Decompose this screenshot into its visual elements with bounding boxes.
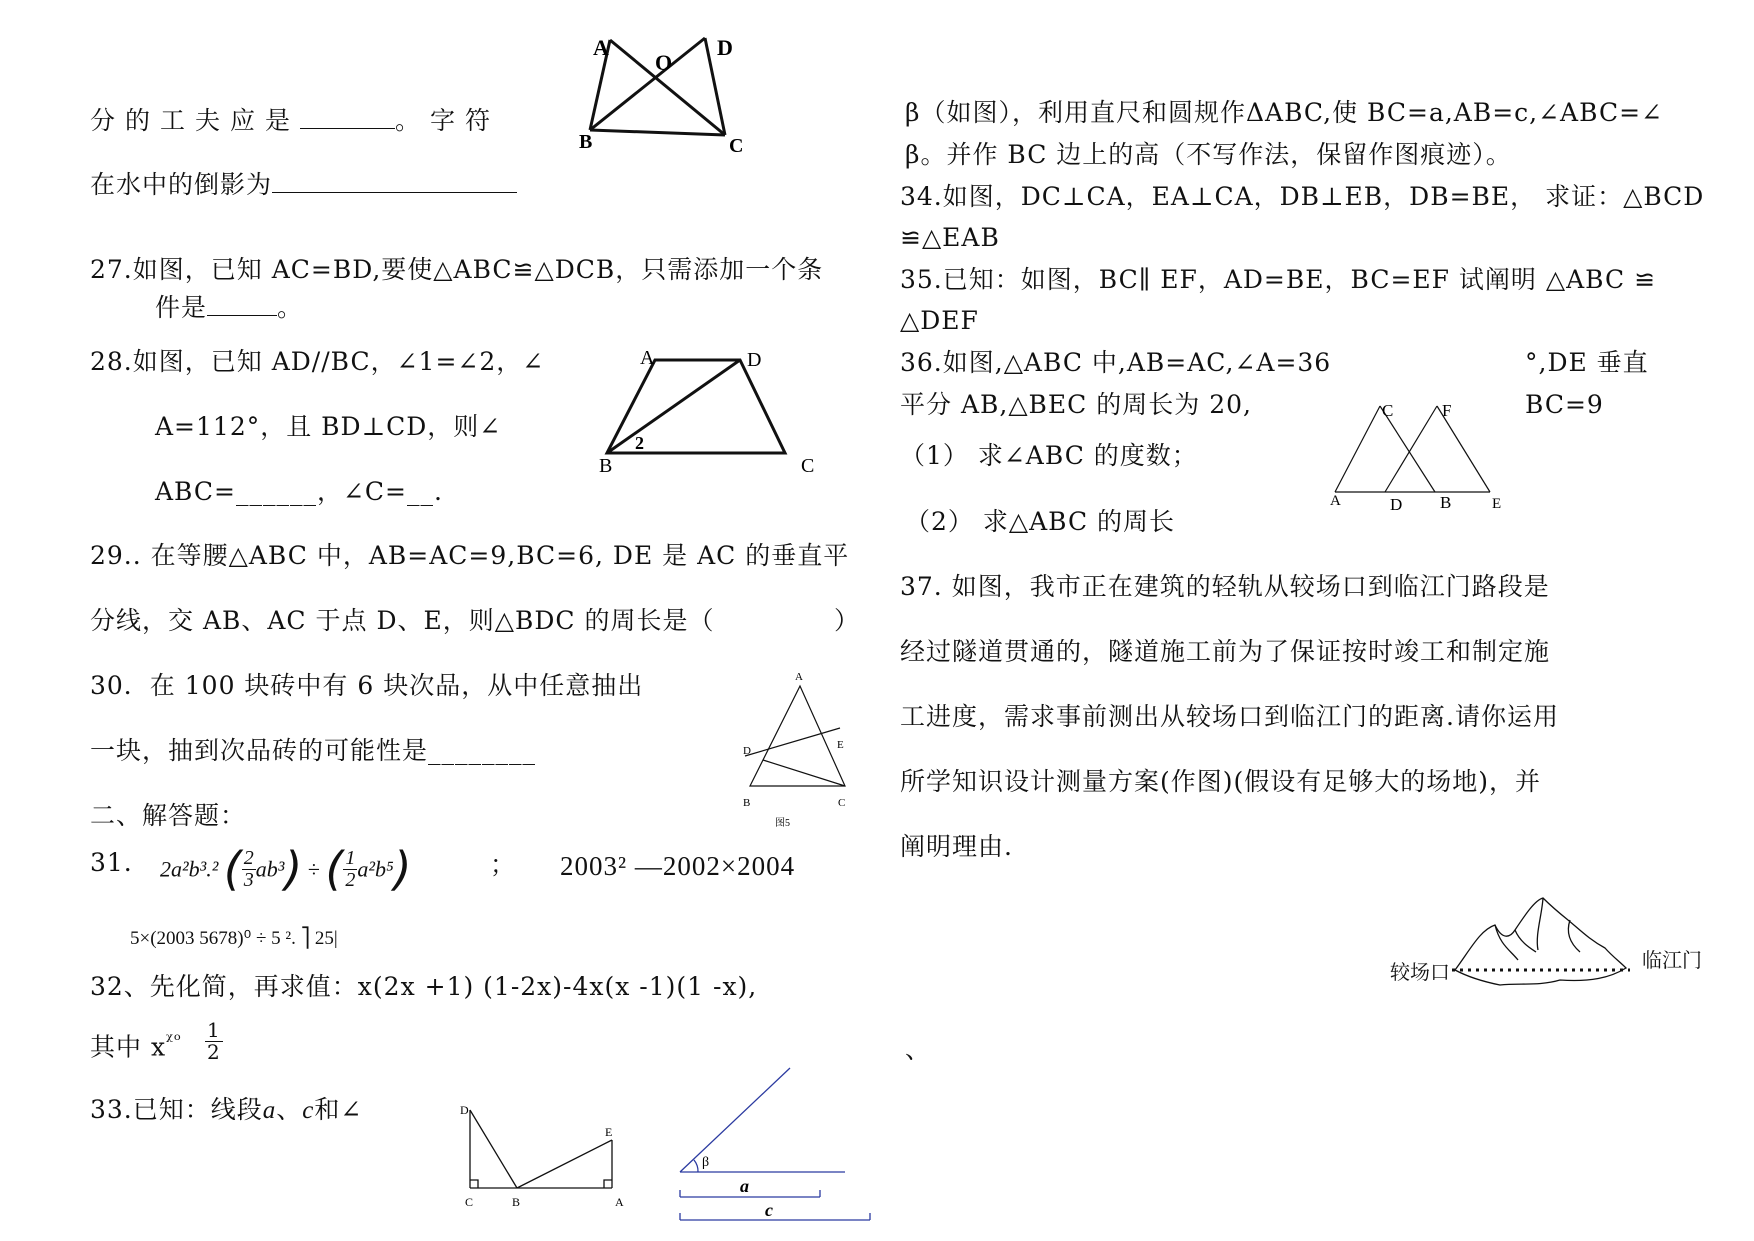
q31-frac1-num: 2: [243, 847, 254, 870]
q31-frac2-den: 2: [345, 869, 356, 892]
q27-text2: 件是: [155, 293, 208, 322]
q34-line1: 34.如图，DC⊥CA，EA⊥CA，DB⊥EB，DB=BE， 求证：△BCD: [900, 182, 1705, 211]
q31-paren2-close: ): [393, 842, 412, 896]
q29-line1: 29.. 在等腰△ABC 中，AB=AC=9,BC=6, DE 是 AC 的垂直平: [90, 541, 850, 570]
q31-frac1-var: ab³: [255, 856, 285, 882]
fig28-label-B: B: [599, 455, 613, 477]
fig29-label-B: B: [743, 797, 751, 809]
stray-mark: 、: [905, 1035, 932, 1064]
q26-blank1: [300, 106, 395, 129]
q36-sub1: （1） 求∠ABC 的度数；: [900, 441, 1198, 470]
q26-text: 分的工夫应是: [90, 106, 301, 135]
q33-line2: β（如图），利用直尺和圆规作ΔABC,使 BC=a,AB=c,∠ABC=∠: [905, 98, 1663, 127]
fig29-label-E: E: [837, 739, 844, 751]
q31-expr2: 2003² —2002×2004: [560, 851, 796, 881]
q31-term1: 2a²b³.²: [160, 856, 219, 882]
q32-frac: [205, 1020, 223, 1063]
q31-expr1: [160, 842, 412, 897]
fig36-label-C: C: [1382, 401, 1394, 420]
fig26-label-O: O: [655, 50, 673, 75]
fig29-label-C: C: [838, 797, 846, 809]
fig36-label-A: A: [1330, 493, 1341, 509]
q33-line1: [90, 1095, 362, 1126]
q33-text: 33.已知：线段: [90, 1095, 263, 1124]
fig28-angle-2: 2: [635, 433, 644, 453]
q26-text-end: 。字符: [395, 106, 501, 135]
q31-paren-open: (: [223, 842, 242, 896]
section-2-title: 二、解答题：: [90, 801, 247, 830]
fig33-label-a: a: [740, 1176, 749, 1196]
q33-c: c: [302, 1097, 315, 1124]
fig28-label-D: D: [747, 349, 762, 371]
figure-q33: [670, 1060, 885, 1230]
q31-frac1-den: 3: [243, 869, 254, 892]
q35-line1: 35.已知：如图，BC∥ EF，AD=BE，BC=EF 试阐明 △ABC ≌: [900, 265, 1657, 294]
fig33-label-c: c: [765, 1200, 773, 1220]
q33-a: a: [262, 1097, 277, 1124]
fig34-label-B: B: [512, 1195, 521, 1209]
fig29-label-D: D: [743, 745, 751, 757]
q33-end: 和∠: [314, 1095, 363, 1124]
q31-paren-close: ): [284, 842, 303, 896]
q37-line5: 阐明理由.: [900, 832, 1013, 861]
q36-sub2: （2） 求△ABC 的周长: [905, 507, 1176, 536]
q31-frac1: [242, 848, 256, 891]
q35-line2: △DEF: [900, 306, 979, 335]
place-linjiangmen: 临江门: [1642, 948, 1702, 972]
q32-line1: 32、先化简，再求值：x(2x +1) (1-2x)-4x(x -1)(1 -x),: [90, 972, 758, 1001]
q31-label: 31.: [90, 848, 133, 877]
fig28-label-A: A: [640, 347, 655, 369]
q26-line1: [90, 106, 500, 136]
fig26-label-B: B: [579, 131, 593, 153]
figure-q29: [735, 668, 855, 833]
q26-text2: 在水中的倒影为: [90, 170, 273, 199]
q32-line2: [90, 1030, 182, 1062]
figure-q37-mountain: [1440, 890, 1640, 995]
q32-text2: 其中 x: [90, 1032, 167, 1062]
q37-line2: 经过隧道贯通的，隧道施工前为了保证按时竣工和制定施: [900, 637, 1551, 666]
q32-frac-num: 1: [207, 1018, 221, 1042]
q32-xmark: ᵡᵒ: [166, 1030, 182, 1051]
fig34-label-C: C: [465, 1195, 474, 1209]
q28-line3: ABC=______，∠C=__.: [155, 477, 443, 506]
q27-line2: [155, 293, 303, 323]
fig34-label-A: A: [615, 1195, 624, 1209]
q26-blank2: [272, 170, 517, 193]
q30-line2: 一块，抽到次品砖的可能性是________: [90, 736, 537, 765]
fig28-label-C: C: [801, 455, 815, 477]
fig36-label-F: F: [1442, 401, 1452, 420]
fig29-label-A: A: [795, 671, 803, 683]
fig29-caption: 图5: [775, 818, 790, 829]
q36-line2-end: BC=9: [1525, 390, 1604, 419]
fig26-label-C: C: [729, 135, 744, 155]
q31-separator: ；: [490, 850, 517, 879]
q27-line1: 27.如图，已知 AC=BD,要使△ABC≌△DCB，只需添加一个条: [90, 255, 824, 284]
q31-frac2-var: a²b⁵: [357, 856, 394, 882]
q28-line1: 28.如图，已知 AD//BC，∠1=∠2，∠: [90, 347, 545, 376]
q29-line2: [90, 606, 860, 636]
fig34-label-E: E: [605, 1125, 613, 1139]
q36-line1: 36.如图,△ABC 中,AB=AC,∠A=36: [900, 348, 1332, 377]
q34-line2: ≌△EAB: [900, 223, 1000, 252]
q27-blank: [207, 293, 277, 316]
q26-line2: [90, 170, 517, 200]
fig36-label-E: E: [1492, 496, 1502, 512]
q29-text2: 分线，交 AB、AC 于点 D、E，则△BDC 的周长是（: [90, 606, 715, 635]
q30-line1: 30．在 100 块砖中有 6 块次品，从中任意抽出: [90, 671, 644, 700]
q33-line3: β。并作 BC 边上的高（不写作法，保留作图痕迹）。: [905, 140, 1512, 169]
q37-line4: 所学知识设计测量方案(作图)(假设有足够大的场地)，并: [900, 767, 1542, 796]
fig26-label-A: A: [593, 35, 609, 60]
fig34-label-D: D: [460, 1103, 469, 1117]
q33-sep: 、: [276, 1095, 303, 1124]
q37-line1: 37. 如图，我市正在建筑的轻轨从较场口到临江门路段是: [900, 572, 1550, 601]
q31-expr3: 5×(2003 5678)⁰ ÷ 5 ². ⎤ 25|: [130, 928, 338, 949]
q31-divide: ÷: [307, 856, 320, 882]
figure-q34: [455, 1100, 635, 1215]
q36-line2: 平分 AB,△BEC 的周长为 20,: [900, 390, 1252, 419]
figure-q28: [595, 345, 825, 480]
q27-end: 。: [277, 293, 304, 322]
fig33-beta: β: [702, 1155, 710, 1170]
q31-frac2-num: 1: [345, 847, 356, 870]
figure-q26: [575, 30, 775, 155]
q31-paren2-open: (: [325, 842, 344, 896]
place-jiaochangkou: 较场口: [1390, 960, 1450, 984]
q37-line3: 工进度，需求事前测出从较场口到临江门的距离.请你运用: [900, 702, 1559, 731]
q36-line1-end: °,DE 垂直: [1525, 348, 1649, 377]
figure-q36: [1330, 392, 1505, 517]
q28-line2: A=112°，且 BD⊥CD，则∠: [155, 412, 502, 441]
q32-frac-den: 2: [207, 1040, 221, 1064]
fig36-label-B: B: [1440, 493, 1452, 512]
fig36-label-D: D: [1390, 495, 1403, 514]
fig26-label-D: D: [717, 35, 733, 60]
q29-paren-end: ）: [833, 606, 860, 635]
q31-frac2: [343, 848, 357, 891]
